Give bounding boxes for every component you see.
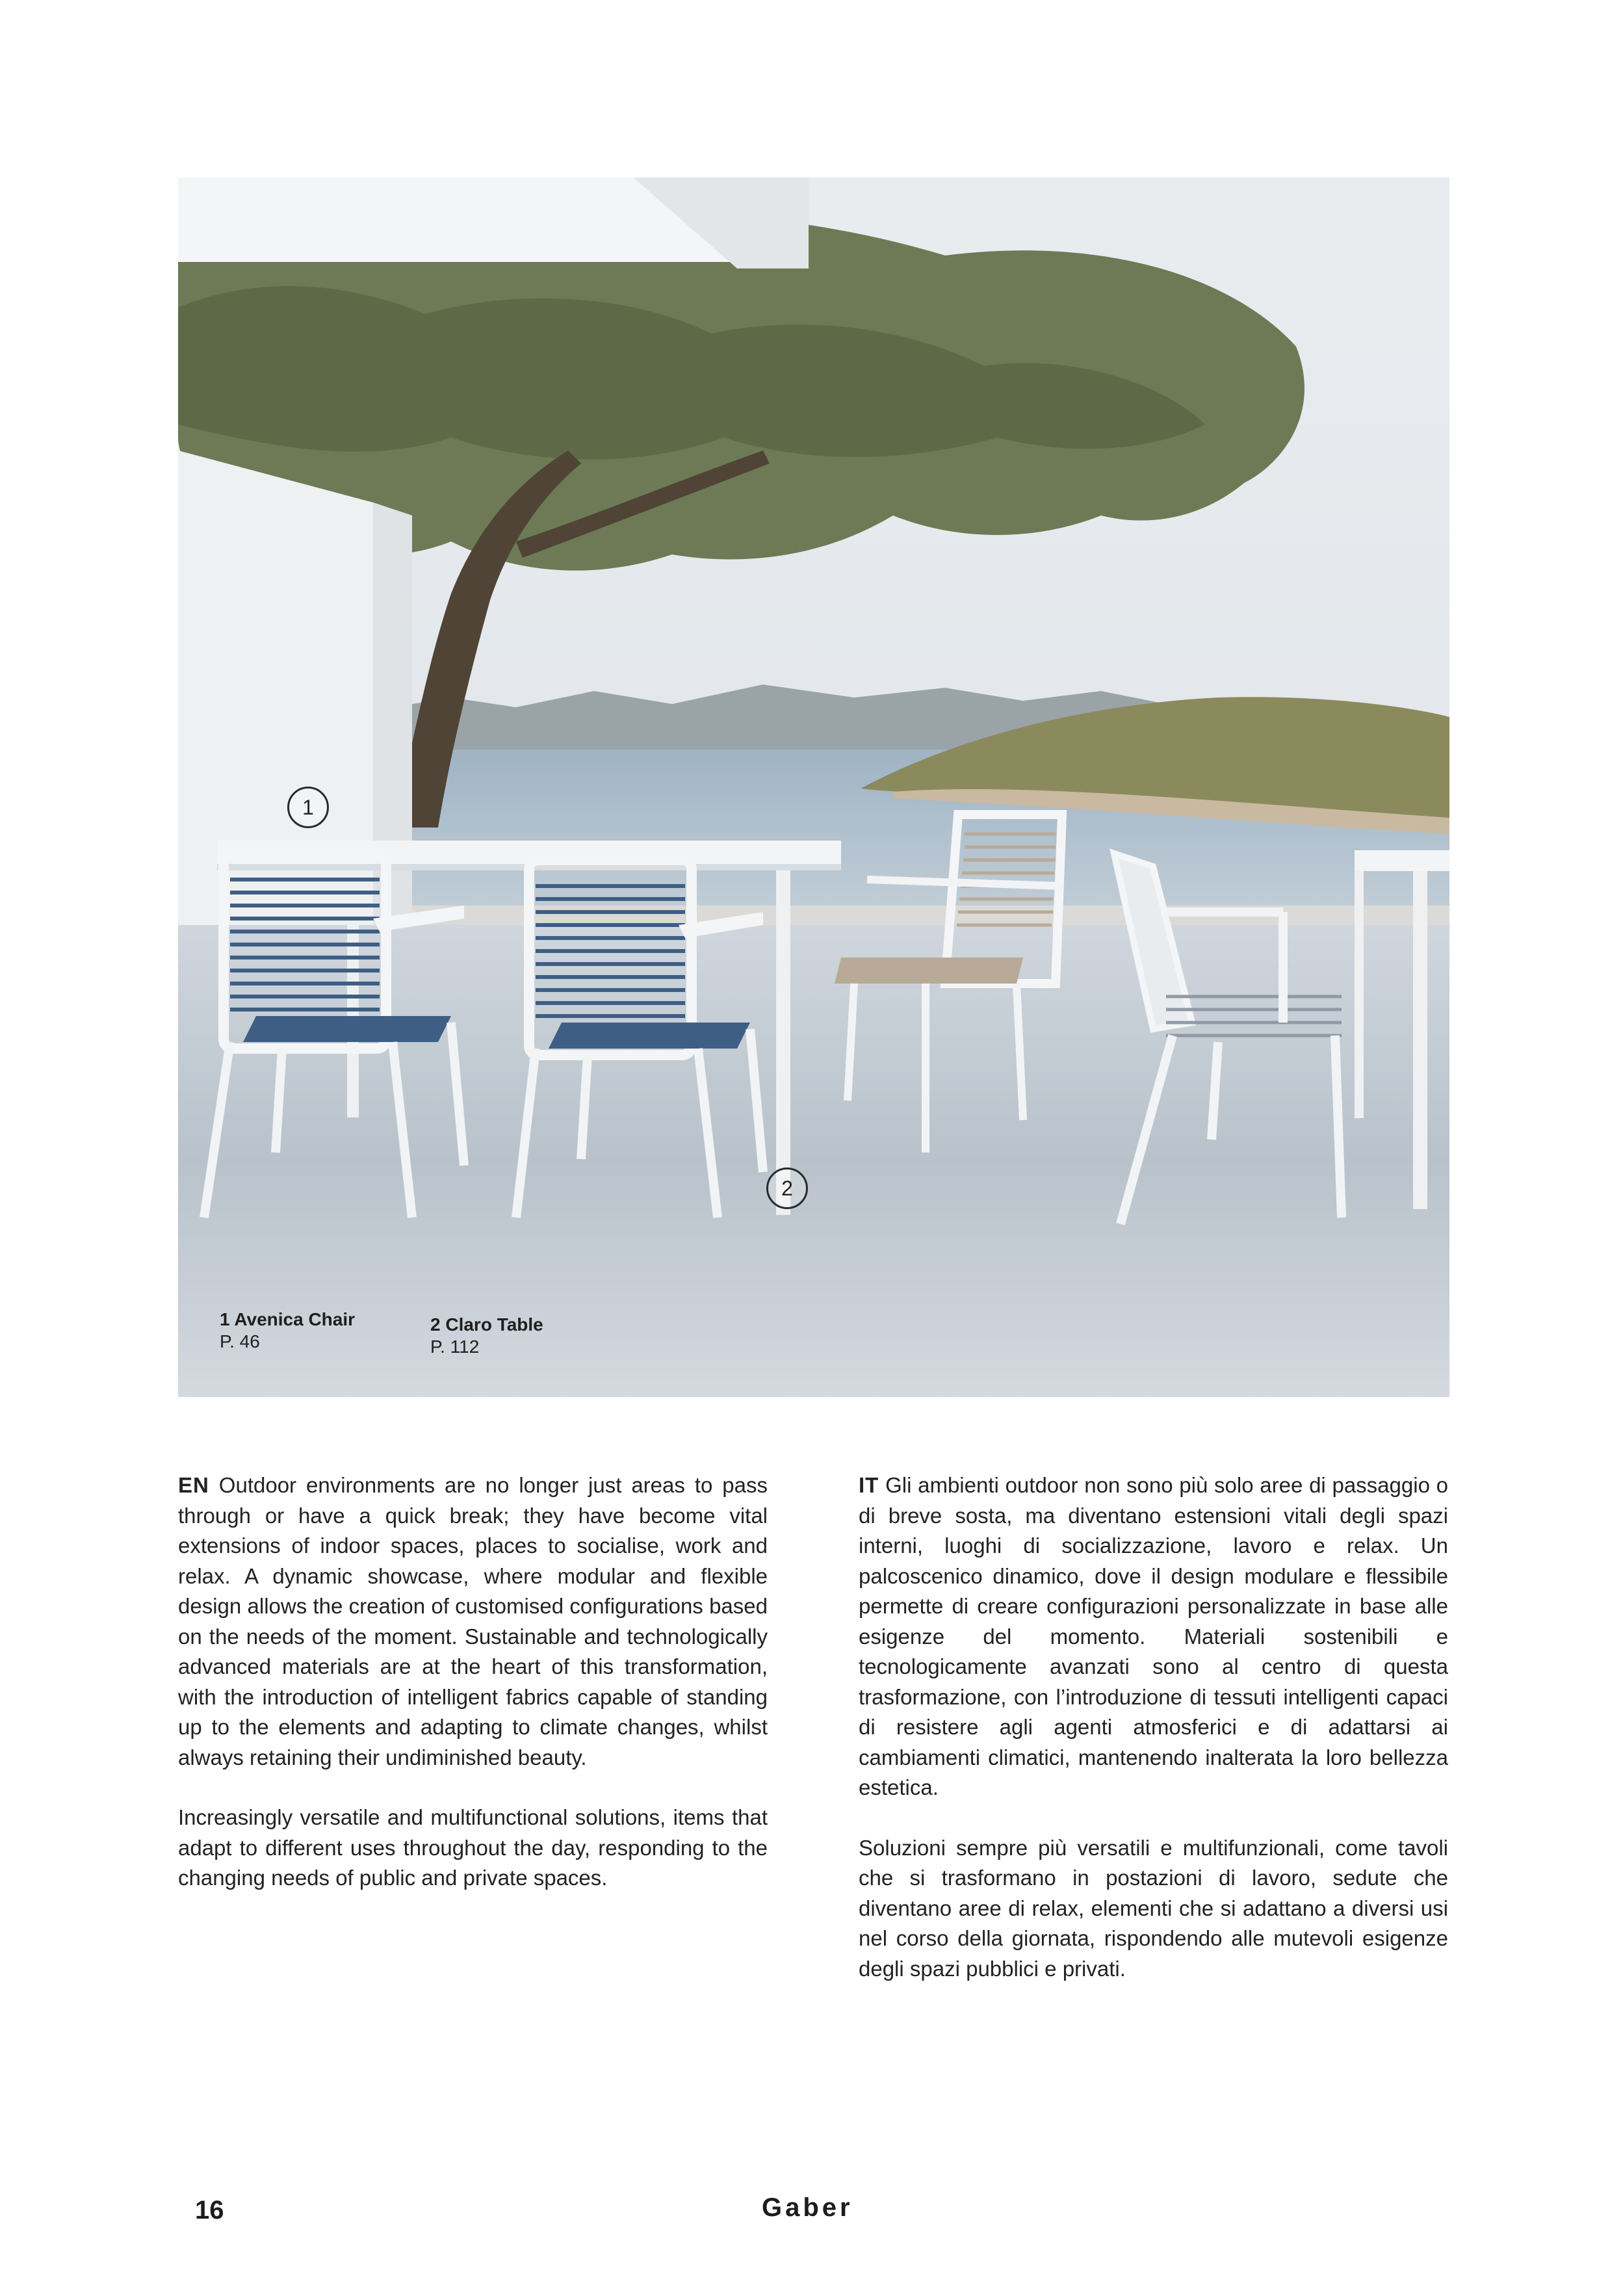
hero-photo <box>178 177 1449 1397</box>
italian-paragraph-1 <box>859 1470 1448 1803</box>
language-label-it: IT <box>859 1473 879 1497</box>
language-label-en: EN <box>178 1473 209 1497</box>
english-paragraph-1-text: Outdoor environments are no longer just areas to pass through or have a quick break; they have become vital extensions of indoor spaces, places to socialise, work and relax. A dynamic showcase, where modular and flexible design allows the creation of customised configurations based on the needs of the moment. Sustainable and technologically advanced materials are at the heart of this transformation, with the introduction of intelligent fabrics capable of standing up to the elements and adapting to climate changes, whilst always retaining their undiminished beauty. <box>178 1473 768 1769</box>
italian-paragraph-1-text: Gli ambienti outdoor non sono più solo aree di passaggio o di breve sosta, ma diventano estensioni vitali degli spazi interni, luoghi di socializzazione, lavoro e relax. Un palcoscenico dinamico, dove il design modulare e flessibile permette di creare configurazioni personalizzate in base alle esigenze del momento. Materiali sostenibili e tecnologicamente avanzati sono al centro di questa trasformazione, con l’introduzione di tessuti intelligenti capaci di resistere agli agenti atmosferici e di adattarsi ai cambiamenti climatici, mantenendo inalterata la loro bellezza estetica. <box>859 1473 1449 1799</box>
product-marker-2: 2 <box>766 1168 808 1209</box>
product-marker-1: 1 <box>287 787 329 828</box>
brand-logo-text: Gaber <box>762 2193 853 2222</box>
caption-page: P. 112 <box>430 1337 480 1357</box>
page-number: 16 <box>195 2196 224 2224</box>
caption-title: 1 Avenica Chair <box>220 1309 356 1329</box>
terrace-scene-illustration <box>178 177 1449 1397</box>
caption-avenica-chair <box>220 1309 355 1353</box>
caption-claro-table <box>430 1314 543 1358</box>
english-paragraph-2: Increasingly versatile and multifunctional solutions, items that adapt to different uses throughout the day, responding to the changing needs of public and private spaces. <box>178 1805 768 1890</box>
caption-title: 2 Claro Table <box>430 1314 543 1335</box>
english-paragraph-1 <box>178 1470 768 1773</box>
italian-paragraph-2: Soluzioni sempre più versatili e multifunzionali, come tavoli che si trasformano in postazioni di lavoro, sedute che diventano aree di relax, elementi che si adattano a diversi usi nel corso della giornata, rispondendo alle mutevoli esigenze degli spazi pubblici e privati. <box>859 1835 1448 1981</box>
english-column <box>178 1470 768 1924</box>
italian-column <box>859 1470 1448 2014</box>
caption-page: P. 46 <box>220 1331 260 1351</box>
